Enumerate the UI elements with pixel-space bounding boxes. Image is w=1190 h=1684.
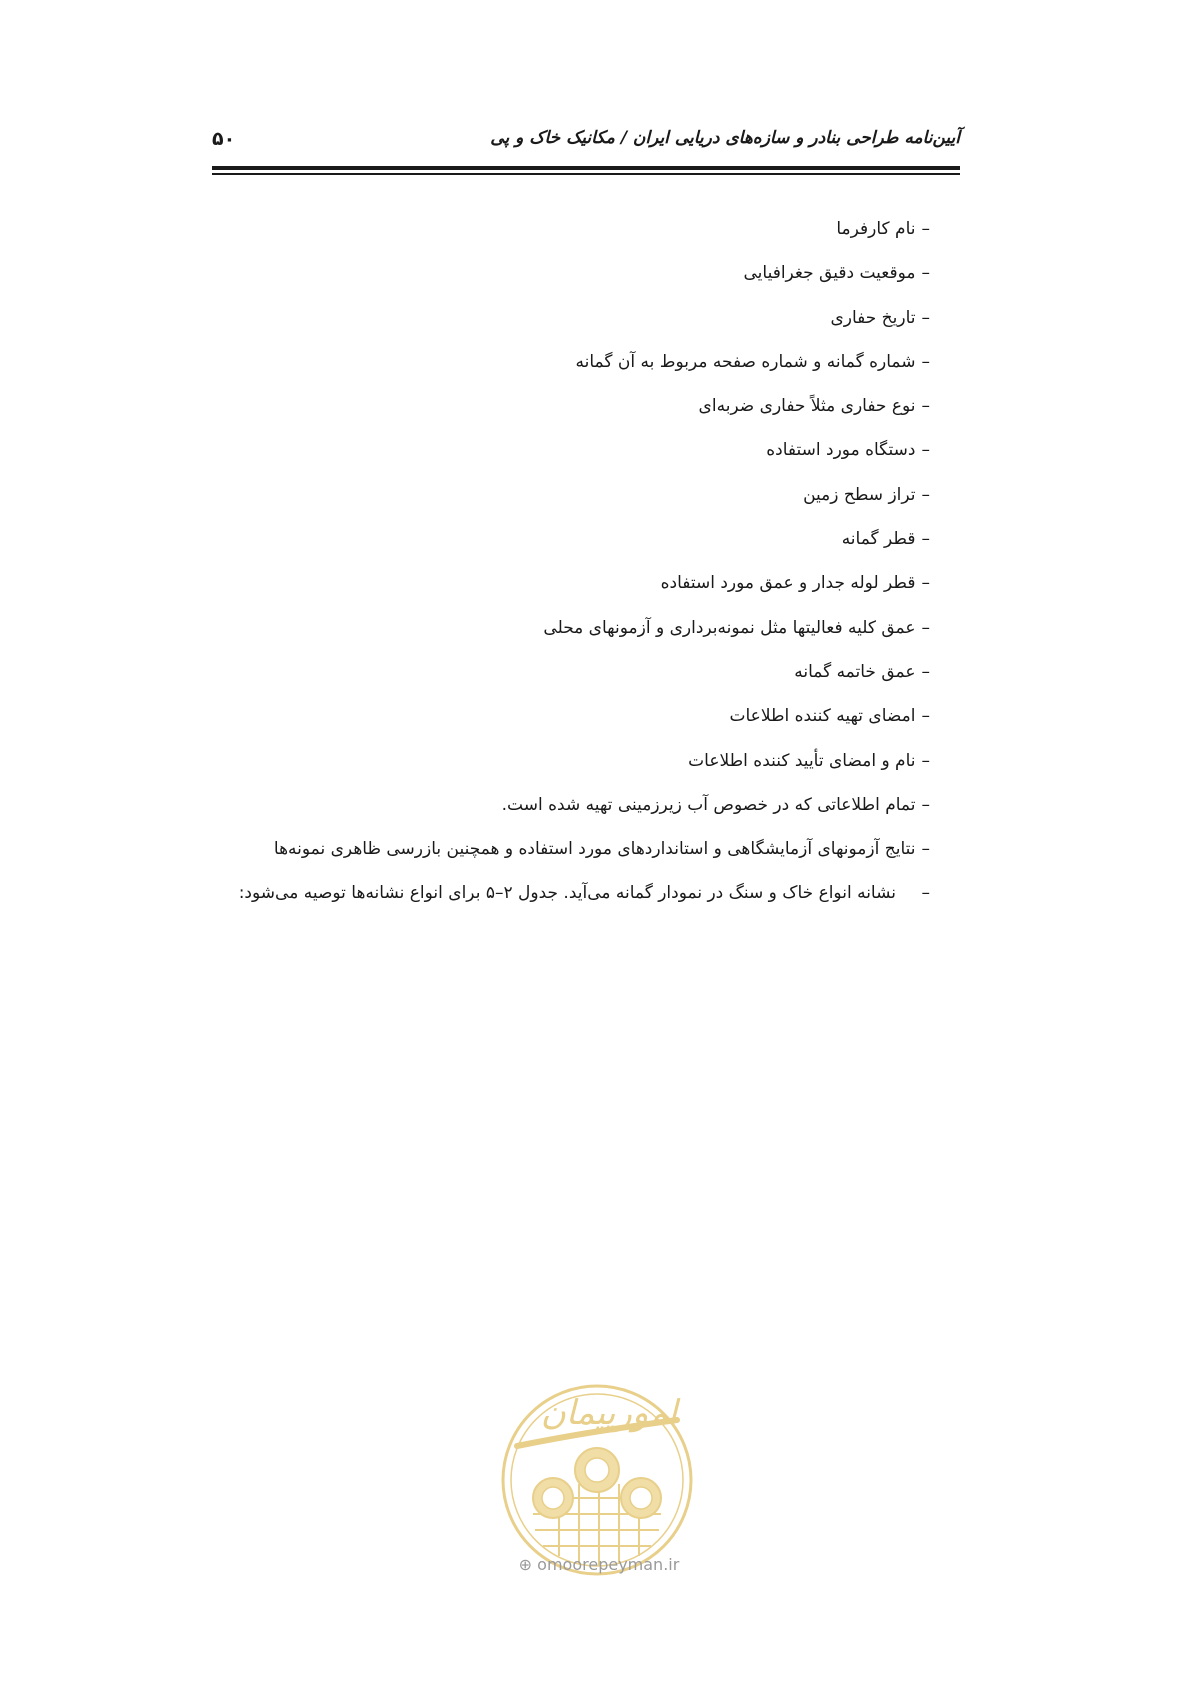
- dash-bullet: –: [921, 661, 930, 682]
- list-item: [212, 657, 930, 701]
- watermark-url: [499, 1555, 699, 1574]
- list-item-text: موقعیت دقیق جغرافیایی: [743, 263, 916, 284]
- list-item: [212, 435, 930, 479]
- list-item-last: [212, 878, 930, 915]
- list-item-text: قطر لوله جدار و عمق مورد استفاده: [660, 573, 916, 594]
- seal-icon: [497, 1380, 697, 1580]
- running-title: آیین‌نامه طراحی بنادر و سازه‌های دریایی ایران / مکانیک خاک و پی: [490, 128, 960, 148]
- list-item: [212, 391, 930, 435]
- list-item: [212, 790, 930, 834]
- dash-bullet: –: [921, 794, 930, 815]
- dash-bullet: –: [921, 883, 930, 904]
- list-item-text: تاریخ حفاری: [830, 307, 916, 328]
- content-body: [212, 214, 930, 915]
- dash-bullet: –: [921, 750, 930, 771]
- list-item-text: نوع حفاری مثلاً حفاری ضربه‌ای: [698, 396, 916, 417]
- watermark-logo: [497, 1380, 697, 1580]
- list-item: [212, 701, 930, 745]
- bullet-list: [212, 214, 930, 915]
- list-item-text: نتایج آزمونهای آزمایشگاهی و استانداردهای مورد استفاده و همچنین بازرسی ظاهری نمونه‌ها: [273, 839, 916, 860]
- watermark-url-text: omoorepeyman.ir: [537, 1555, 680, 1574]
- dash-bullet: –: [921, 396, 930, 417]
- list-item-text: قطر گمانه: [841, 529, 916, 550]
- list-item-text: امضای تهیه کننده اطلاعات: [729, 706, 916, 727]
- dash-bullet: –: [921, 529, 930, 550]
- list-item-text: عمق کلیه فعالیتها مثل نمونه‌برداری و آزمونهای محلی: [543, 617, 916, 638]
- header-rule-thin: [212, 173, 960, 175]
- list-item: [212, 214, 930, 258]
- list-item-text: نشانه انواع خاک و سنگ در نمودار گمانه می‌آید. جدول ۲–۵ برای انواع نشانه‌ها توصیه می‌شود:: [238, 883, 896, 904]
- dash-bullet: –: [921, 573, 930, 594]
- logo-text: امورپیمان: [540, 1393, 678, 1433]
- list-item: [212, 613, 930, 657]
- list-item-text: تراز سطح زمین: [803, 484, 916, 505]
- header-rule-thick: [212, 166, 960, 170]
- list-item: [212, 303, 930, 347]
- dash-bullet: –: [921, 351, 930, 372]
- list-item: [212, 347, 930, 391]
- list-item: [212, 480, 930, 524]
- page-number: ۵۰: [212, 128, 236, 150]
- dash-bullet: –: [921, 484, 930, 505]
- dash-bullet: –: [921, 440, 930, 461]
- list-item-text: نام کارفرما: [836, 219, 916, 239]
- dash-bullet: –: [921, 219, 930, 239]
- list-item-text: عمق خاتمه گمانه: [794, 661, 916, 682]
- dash-bullet: –: [921, 263, 930, 284]
- list-item: [212, 746, 930, 790]
- list-item: [212, 258, 930, 302]
- dash-bullet: –: [921, 617, 930, 638]
- list-item-text: دستگاه مورد استفاده: [766, 440, 916, 461]
- list-item-text: نام و امضای تأیید کننده اطلاعات: [688, 750, 916, 771]
- dash-bullet: –: [921, 307, 930, 328]
- list-item-text: تمام اطلاعاتی که در خصوص آب زیرزمینی تهیه شده است.: [501, 794, 916, 815]
- list-item: [212, 524, 930, 568]
- dash-bullet: –: [921, 839, 930, 860]
- list-item-text: شماره گمانه و شماره صفحه مربوط به آن گمانه: [575, 351, 916, 372]
- globe-icon: ⊕: [518, 1555, 533, 1574]
- page-header: [212, 128, 960, 158]
- list-item: [212, 568, 930, 612]
- dash-bullet: –: [921, 706, 930, 727]
